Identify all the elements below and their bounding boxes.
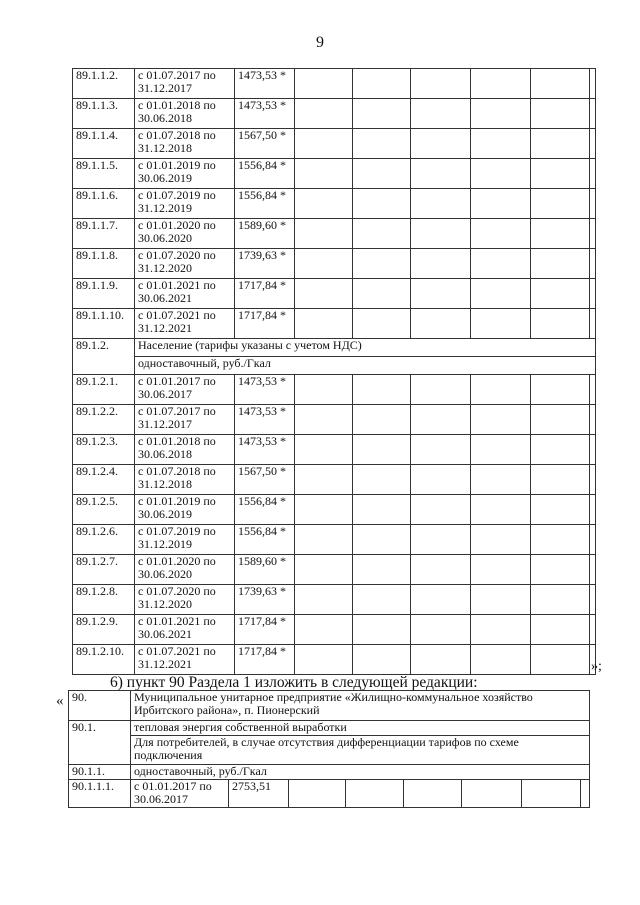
empty-cell bbox=[411, 465, 471, 495]
organization-name: Муниципальное унитарное предприятие «Жилищно-коммунальное хозяйство Ирбитского района», п. Пионерский bbox=[131, 691, 590, 721]
table-row bbox=[73, 585, 596, 615]
tariff-value: 1473,53 * bbox=[235, 435, 295, 465]
tariff-value: 1473,53 * bbox=[235, 69, 295, 99]
empty-cell bbox=[411, 555, 471, 585]
empty-cell bbox=[531, 129, 590, 159]
period-cell: с 01.01.2017 по 30.06.2017 bbox=[131, 780, 229, 808]
row-number: 89.1.2.7. bbox=[73, 555, 135, 585]
row-number: 89.1.1.9. bbox=[73, 279, 135, 309]
empty-cell bbox=[295, 159, 353, 189]
empty-cell bbox=[353, 249, 411, 279]
row-number: 89.1.2.1. bbox=[73, 375, 135, 405]
empty-cell bbox=[289, 780, 346, 808]
empty-cell bbox=[353, 189, 411, 219]
row-number: 90. bbox=[69, 691, 131, 721]
table-row-rate-type bbox=[73, 357, 596, 375]
energy-type-label: тепловая энергия собственной выработки bbox=[131, 721, 590, 736]
empty-cell bbox=[531, 189, 590, 219]
empty-cell bbox=[353, 525, 411, 555]
tariff-value: 1589,60 * bbox=[235, 555, 295, 585]
empty-cell bbox=[590, 309, 596, 339]
empty-cell bbox=[471, 495, 531, 525]
empty-cell bbox=[471, 555, 531, 585]
empty-cell bbox=[471, 99, 531, 129]
tariff-table-90 bbox=[68, 690, 590, 808]
period-cell: с 01.07.2021 по 31.12.2021 bbox=[135, 645, 235, 675]
tariff-value: 1739,63 * bbox=[235, 249, 295, 279]
empty-cell bbox=[462, 780, 522, 808]
empty-cell bbox=[411, 375, 471, 405]
period-cell: с 01.01.2020 по 30.06.2020 bbox=[135, 555, 235, 585]
empty-cell bbox=[295, 555, 353, 585]
empty-cell bbox=[295, 279, 353, 309]
period-cell: с 01.01.2019 по 30.06.2019 bbox=[135, 495, 235, 525]
empty-cell bbox=[353, 309, 411, 339]
table-row-consumers bbox=[69, 736, 590, 765]
period-cell: с 01.07.2021 по 31.12.2021 bbox=[135, 309, 235, 339]
empty-cell bbox=[531, 555, 590, 585]
period-cell: с 01.01.2021 по 30.06.2021 bbox=[135, 615, 235, 645]
empty-cell bbox=[531, 219, 590, 249]
empty-cell bbox=[531, 615, 590, 645]
tariff-value: 2753,51 bbox=[229, 780, 289, 808]
empty-cell bbox=[590, 435, 596, 465]
row-number: 89.1.2.3. bbox=[73, 435, 135, 465]
empty-cell bbox=[411, 585, 471, 615]
row-number: 90.1.1.1. bbox=[69, 780, 131, 808]
empty-cell bbox=[295, 525, 353, 555]
row-number: 89.1.1.7. bbox=[73, 219, 135, 249]
empty-cell bbox=[411, 69, 471, 99]
empty-cell bbox=[471, 465, 531, 495]
empty-cell bbox=[590, 69, 596, 99]
period-cell: с 01.01.2017 по 30.06.2017 bbox=[135, 375, 235, 405]
empty-cell bbox=[590, 159, 596, 189]
table-row bbox=[73, 555, 596, 585]
empty-cell bbox=[531, 495, 590, 525]
empty-cell bbox=[353, 219, 411, 249]
empty-cell bbox=[590, 615, 596, 645]
empty-cell bbox=[411, 405, 471, 435]
empty-cell bbox=[531, 69, 590, 99]
tariff-value: 1556,84 * bbox=[235, 189, 295, 219]
empty-cell bbox=[295, 495, 353, 525]
row-number: 89.1.2.10. bbox=[73, 645, 135, 675]
row-number: 90.1. bbox=[69, 721, 131, 765]
row-number: 89.1.2.6. bbox=[73, 525, 135, 555]
table-row bbox=[73, 435, 596, 465]
table-row bbox=[73, 249, 596, 279]
empty-cell bbox=[353, 615, 411, 645]
table-row bbox=[73, 645, 596, 675]
empty-cell bbox=[471, 645, 531, 675]
empty-cell bbox=[295, 645, 353, 675]
tariff-value: 1589,60 * bbox=[235, 219, 295, 249]
empty-cell bbox=[295, 189, 353, 219]
empty-cell bbox=[590, 375, 596, 405]
row-number: 89.1.1.3. bbox=[73, 99, 135, 129]
empty-cell bbox=[295, 375, 353, 405]
empty-cell bbox=[411, 99, 471, 129]
row-number: 89.1.1.10. bbox=[73, 309, 135, 339]
empty-cell bbox=[471, 129, 531, 159]
empty-cell bbox=[531, 585, 590, 615]
empty-cell bbox=[295, 69, 353, 99]
empty-cell bbox=[471, 159, 531, 189]
table-row bbox=[73, 309, 596, 339]
page-number: 9 bbox=[316, 34, 324, 51]
tariff-value: 1556,84 * bbox=[235, 159, 295, 189]
table-row bbox=[69, 780, 590, 808]
empty-cell bbox=[353, 555, 411, 585]
empty-cell bbox=[411, 645, 471, 675]
table-row bbox=[73, 615, 596, 645]
consumer-group-title: Население (тарифы указаны с учетом НДС) bbox=[135, 339, 596, 357]
empty-cell bbox=[581, 780, 590, 808]
table-row bbox=[73, 375, 596, 405]
period-cell: с 01.01.2018 по 30.06.2018 bbox=[135, 435, 235, 465]
empty-cell bbox=[590, 189, 596, 219]
empty-cell bbox=[531, 375, 590, 405]
empty-cell bbox=[353, 435, 411, 465]
table-row bbox=[73, 159, 596, 189]
empty-cell bbox=[590, 279, 596, 309]
section-heading: 6) пункт 90 Раздела 1 изложить в следующей редакции: bbox=[110, 674, 478, 691]
tariff-value: 1739,63 * bbox=[235, 585, 295, 615]
empty-cell bbox=[353, 279, 411, 309]
empty-cell bbox=[531, 525, 590, 555]
table-row bbox=[73, 495, 596, 525]
empty-cell bbox=[353, 159, 411, 189]
period-cell: с 01.07.2019 по 31.12.2019 bbox=[135, 525, 235, 555]
period-cell: с 01.01.2021 по 30.06.2021 bbox=[135, 279, 235, 309]
empty-cell bbox=[295, 585, 353, 615]
empty-cell bbox=[531, 435, 590, 465]
tariff-table-89 bbox=[72, 68, 596, 675]
empty-cell bbox=[353, 99, 411, 129]
rate-type-label: одноставочный, руб./Гкал bbox=[135, 357, 596, 375]
row-number: 89.1.2. bbox=[73, 339, 135, 375]
table-row bbox=[73, 405, 596, 435]
empty-cell bbox=[411, 615, 471, 645]
empty-cell bbox=[411, 249, 471, 279]
table-row-organization bbox=[69, 691, 590, 721]
table-row bbox=[73, 465, 596, 495]
empty-cell bbox=[471, 405, 531, 435]
empty-cell bbox=[471, 435, 531, 465]
empty-cell bbox=[471, 309, 531, 339]
table-row bbox=[73, 99, 596, 129]
opening-quote-mark: « bbox=[56, 693, 64, 709]
table-row bbox=[73, 69, 596, 99]
row-number: 89.1.2.9. bbox=[73, 615, 135, 645]
empty-cell bbox=[531, 249, 590, 279]
empty-cell bbox=[471, 585, 531, 615]
empty-cell bbox=[295, 465, 353, 495]
row-number: 89.1.2.5. bbox=[73, 495, 135, 525]
tariff-value: 1556,84 * bbox=[235, 525, 295, 555]
empty-cell bbox=[295, 405, 353, 435]
empty-cell bbox=[471, 189, 531, 219]
empty-cell bbox=[295, 309, 353, 339]
empty-cell bbox=[411, 435, 471, 465]
empty-cell bbox=[590, 129, 596, 159]
empty-cell bbox=[531, 465, 590, 495]
table-row bbox=[73, 189, 596, 219]
consumer-group-label: Для потребителей, в случае отсутствия дифференциации тарифов по схеме подключения bbox=[131, 736, 590, 765]
empty-cell bbox=[471, 375, 531, 405]
empty-cell bbox=[404, 780, 462, 808]
table-body bbox=[69, 691, 590, 808]
empty-cell bbox=[411, 219, 471, 249]
row-number: 89.1.1.2. bbox=[73, 69, 135, 99]
tariff-value: 1717,84 * bbox=[235, 309, 295, 339]
empty-cell bbox=[346, 780, 404, 808]
closing-quote-mark: »; bbox=[591, 659, 602, 674]
empty-cell bbox=[295, 249, 353, 279]
empty-cell bbox=[590, 555, 596, 585]
empty-cell bbox=[411, 159, 471, 189]
empty-cell bbox=[295, 99, 353, 129]
row-number: 89.1.1.5. bbox=[73, 159, 135, 189]
table-row-subheader bbox=[73, 339, 596, 357]
empty-cell bbox=[295, 129, 353, 159]
empty-cell bbox=[471, 249, 531, 279]
tariff-value: 1473,53 * bbox=[235, 375, 295, 405]
empty-cell bbox=[531, 159, 590, 189]
tariff-value: 1567,50 * bbox=[235, 465, 295, 495]
empty-cell bbox=[590, 465, 596, 495]
empty-cell bbox=[531, 405, 590, 435]
period-cell: с 01.07.2017 по 31.12.2017 bbox=[135, 405, 235, 435]
period-cell: с 01.07.2020 по 31.12.2020 bbox=[135, 585, 235, 615]
row-number: 89.1.1.4. bbox=[73, 129, 135, 159]
tariff-value: 1717,84 * bbox=[235, 615, 295, 645]
empty-cell bbox=[531, 645, 590, 675]
tariff-value: 1717,84 * bbox=[235, 645, 295, 675]
period-cell: с 01.07.2018 по 31.12.2018 bbox=[135, 465, 235, 495]
period-cell: с 01.01.2018 по 30.06.2018 bbox=[135, 99, 235, 129]
table-row bbox=[73, 525, 596, 555]
empty-cell bbox=[590, 405, 596, 435]
tariff-value: 1473,53 * bbox=[235, 405, 295, 435]
tariff-value: 1567,50 * bbox=[235, 129, 295, 159]
table-body-group-a bbox=[73, 69, 596, 339]
empty-cell bbox=[411, 309, 471, 339]
empty-cell bbox=[471, 69, 531, 99]
empty-cell bbox=[411, 279, 471, 309]
empty-cell bbox=[471, 279, 531, 309]
empty-cell bbox=[471, 615, 531, 645]
table-row bbox=[73, 129, 596, 159]
empty-cell bbox=[353, 585, 411, 615]
period-cell: с 01.07.2020 по 31.12.2020 bbox=[135, 249, 235, 279]
empty-cell bbox=[411, 189, 471, 219]
row-number: 89.1.1.6. bbox=[73, 189, 135, 219]
empty-cell bbox=[531, 309, 590, 339]
empty-cell bbox=[295, 615, 353, 645]
empty-cell bbox=[471, 525, 531, 555]
period-cell: с 01.07.2019 по 31.12.2019 bbox=[135, 189, 235, 219]
empty-cell bbox=[353, 465, 411, 495]
table-row bbox=[73, 219, 596, 249]
empty-cell bbox=[353, 405, 411, 435]
empty-cell bbox=[353, 495, 411, 525]
row-number: 89.1.2.4. bbox=[73, 465, 135, 495]
row-number: 89.1.2.8. bbox=[73, 585, 135, 615]
empty-cell bbox=[295, 219, 353, 249]
period-cell: с 01.07.2018 по 31.12.2018 bbox=[135, 129, 235, 159]
rate-type-label: одноставочный, руб./Гкал bbox=[131, 765, 590, 780]
table-body-subheader bbox=[73, 339, 596, 375]
period-cell: с 01.01.2019 по 30.06.2019 bbox=[135, 159, 235, 189]
empty-cell bbox=[590, 99, 596, 129]
period-cell: с 01.07.2017 по 31.12.2017 bbox=[135, 69, 235, 99]
empty-cell bbox=[531, 99, 590, 129]
row-number: 89.1.1.8. bbox=[73, 249, 135, 279]
empty-cell bbox=[522, 780, 581, 808]
empty-cell bbox=[411, 495, 471, 525]
empty-cell bbox=[353, 129, 411, 159]
tariff-value: 1717,84 * bbox=[235, 279, 295, 309]
empty-cell bbox=[531, 279, 590, 309]
tariff-value: 1473,53 * bbox=[235, 99, 295, 129]
empty-cell bbox=[471, 219, 531, 249]
empty-cell bbox=[590, 495, 596, 525]
table-row bbox=[73, 279, 596, 309]
empty-cell bbox=[411, 129, 471, 159]
table-row-rate-type bbox=[69, 765, 590, 780]
period-cell: с 01.01.2020 по 30.06.2020 bbox=[135, 219, 235, 249]
empty-cell bbox=[411, 525, 471, 555]
empty-cell bbox=[590, 219, 596, 249]
empty-cell bbox=[590, 525, 596, 555]
empty-cell bbox=[590, 249, 596, 279]
empty-cell bbox=[295, 435, 353, 465]
empty-cell bbox=[353, 645, 411, 675]
empty-cell bbox=[590, 585, 596, 615]
empty-cell bbox=[353, 375, 411, 405]
table-row-energy-type bbox=[69, 721, 590, 736]
row-number: 90.1.1. bbox=[69, 765, 131, 780]
table-body-group-b bbox=[73, 375, 596, 675]
tariff-value: 1556,84 * bbox=[235, 495, 295, 525]
empty-cell bbox=[353, 69, 411, 99]
row-number: 89.1.2.2. bbox=[73, 405, 135, 435]
